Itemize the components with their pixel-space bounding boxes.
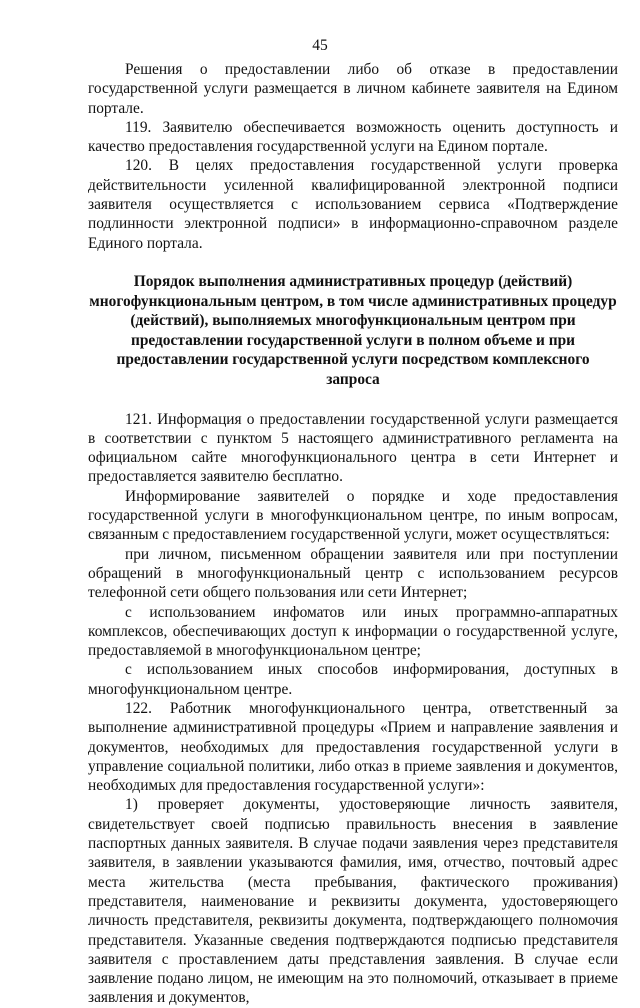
section-heading: Порядок выполнения административных процедур (действий) многофункциональным центром, в том числе административных процедур (действий), выполняемых многофункциональным центром при предоставлении государственной услуги в полном объеме и при предоставлении государственной услуги посредством комплексного запроса [89,272,617,388]
paragraph-other-methods: с использованием иных способов информирования, доступных в многофункциональном центре. [88,661,618,698]
paragraph-personal-request: при личном, письменном обращении заявителя или при поступлении обращений в многофункциональный центр с использованием ресурсов телефонной сети общего пользования или сети Интернет; [88,545,618,602]
document-body [88,60,618,1008]
paragraph-120: 120. В целях предоставления государственной услуги проверка действительности усиленной квалифицированной электронной подписи заявителя осуществляется с использованием сервиса «Подтверждение подлинности электронной подписи» в информационно-справочном разделе Единого портала. [88,157,618,252]
paragraph-informing: Информирование заявителей о порядке и ходе предоставления государственной услуги в многофункциональном центре, по иным вопросам, связанным с предоставлением государственной услуги, может осуществляться: [88,487,618,544]
paragraph-121: 121. Информация о предоставлении государственной услуги размещается в соответствии с пунктом 5 настоящего административного регламента на официальном сайте многофункционального центра в сети Интернет и предоставляется заявителю бесплатно. [88,410,618,486]
page-number: 45 [312,37,328,54]
paragraph-infomats: с использованием инфоматов или иных программно-аппаратных комплексов, обеспечивающих доступ к информации о государственной услуге, предоставляемой в многофункциональном центре; [88,603,618,660]
paragraph-122-item-1: 1) проверяет документы, удостоверяющие личность заявителя, свидетельствует своей подписью правильность внесения в заявление паспортных данных заявителя. В случае подачи заявления через представителя заявителя, в заявлении указываются фамилия, имя, отчество, почтовый адрес места жительства (места пребывания, фактического проживания) представителя, наименование и реквизиты документа, удостоверяющего личность представителя, реквизиты документа, подтверждающего полномочия представителя. Указанные сведения подтверждаются подписью представителя заявителя с проставлением даты представления заявления. В случае если заявление подано лицом, не имеющим на это полномочий, отказывает в приеме заявления и документов, [88,796,618,1007]
paragraph-122: 122. Работник многофункционального центра, ответственный за выполнение административной процедуры «Прием и направление заявления и документов, необходимых для предоставления государственной услуги в управление социальной политики, либо отказ в приеме заявления и документов, необходимых для предоставления государственной услуги»: [88,699,618,795]
paragraph-119: 119. Заявителю обеспечивается возможность оценить доступность и качество предоставления государственной услуги на Едином портале. [88,118,618,156]
paragraph-decision-placement: Решения о предоставлении либо об отказе в предоставлении государственной услуги размещается в личном кабинете заявителя на Едином портале. [88,61,618,117]
